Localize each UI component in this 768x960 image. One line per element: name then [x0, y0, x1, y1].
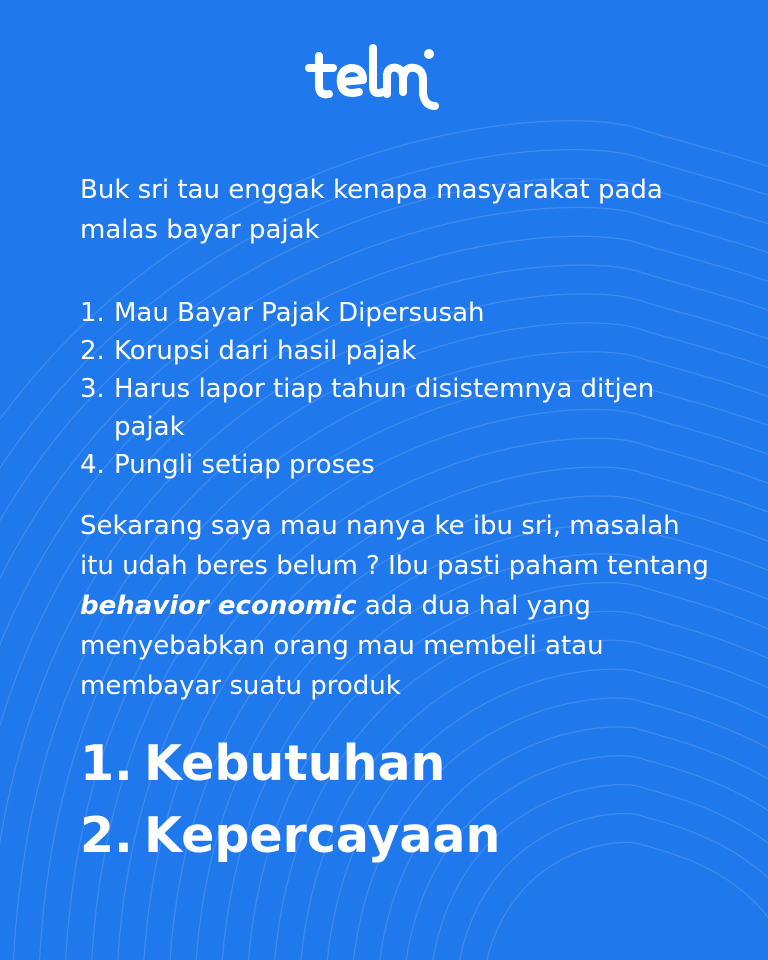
factor-text: Kepercayaan — [144, 807, 501, 864]
list-item-text: Korupsi dari hasil pajak — [114, 336, 417, 366]
telmi-logo — [303, 42, 443, 114]
list-item-number: 4. — [80, 450, 105, 480]
question-text-before: Sekarang saya mau nanya ke ibu sri, masalah itu udah beres belum ? Ibu pasti paham tentang — [80, 511, 709, 581]
list-item-text: Pungli setiap proses — [114, 450, 375, 480]
intro-text: Buk sri tau enggak kenapa masyarakat pada malas bayar pajak — [80, 175, 663, 245]
question-emphasis: behavior economic — [80, 591, 357, 621]
list-item-text: Harus lapor tiap tahun disistemnya ditjen pajak — [114, 374, 655, 442]
main-content — [80, 170, 720, 872]
factors-list — [80, 728, 720, 872]
list-item — [80, 294, 720, 332]
factor-item — [80, 800, 720, 872]
factor-number: 1. — [80, 735, 133, 792]
question-text-after: ada dua hal yang menyebabkan orang mau membeli atau membayar suatu produk — [80, 591, 604, 701]
list-item-number: 1. — [80, 298, 105, 328]
list-item — [80, 370, 720, 446]
list-item-number: 2. — [80, 336, 105, 366]
list-item — [80, 446, 720, 484]
factor-item — [80, 728, 720, 800]
question-paragraph — [80, 506, 720, 706]
list-item-number: 3. — [80, 374, 105, 404]
factor-text: Kebutuhan — [144, 735, 446, 792]
list-item-text: Mau Bayar Pajak Dipersusah — [114, 298, 485, 328]
list-item — [80, 332, 720, 370]
factor-number: 2. — [80, 807, 133, 864]
reasons-list — [80, 294, 720, 484]
